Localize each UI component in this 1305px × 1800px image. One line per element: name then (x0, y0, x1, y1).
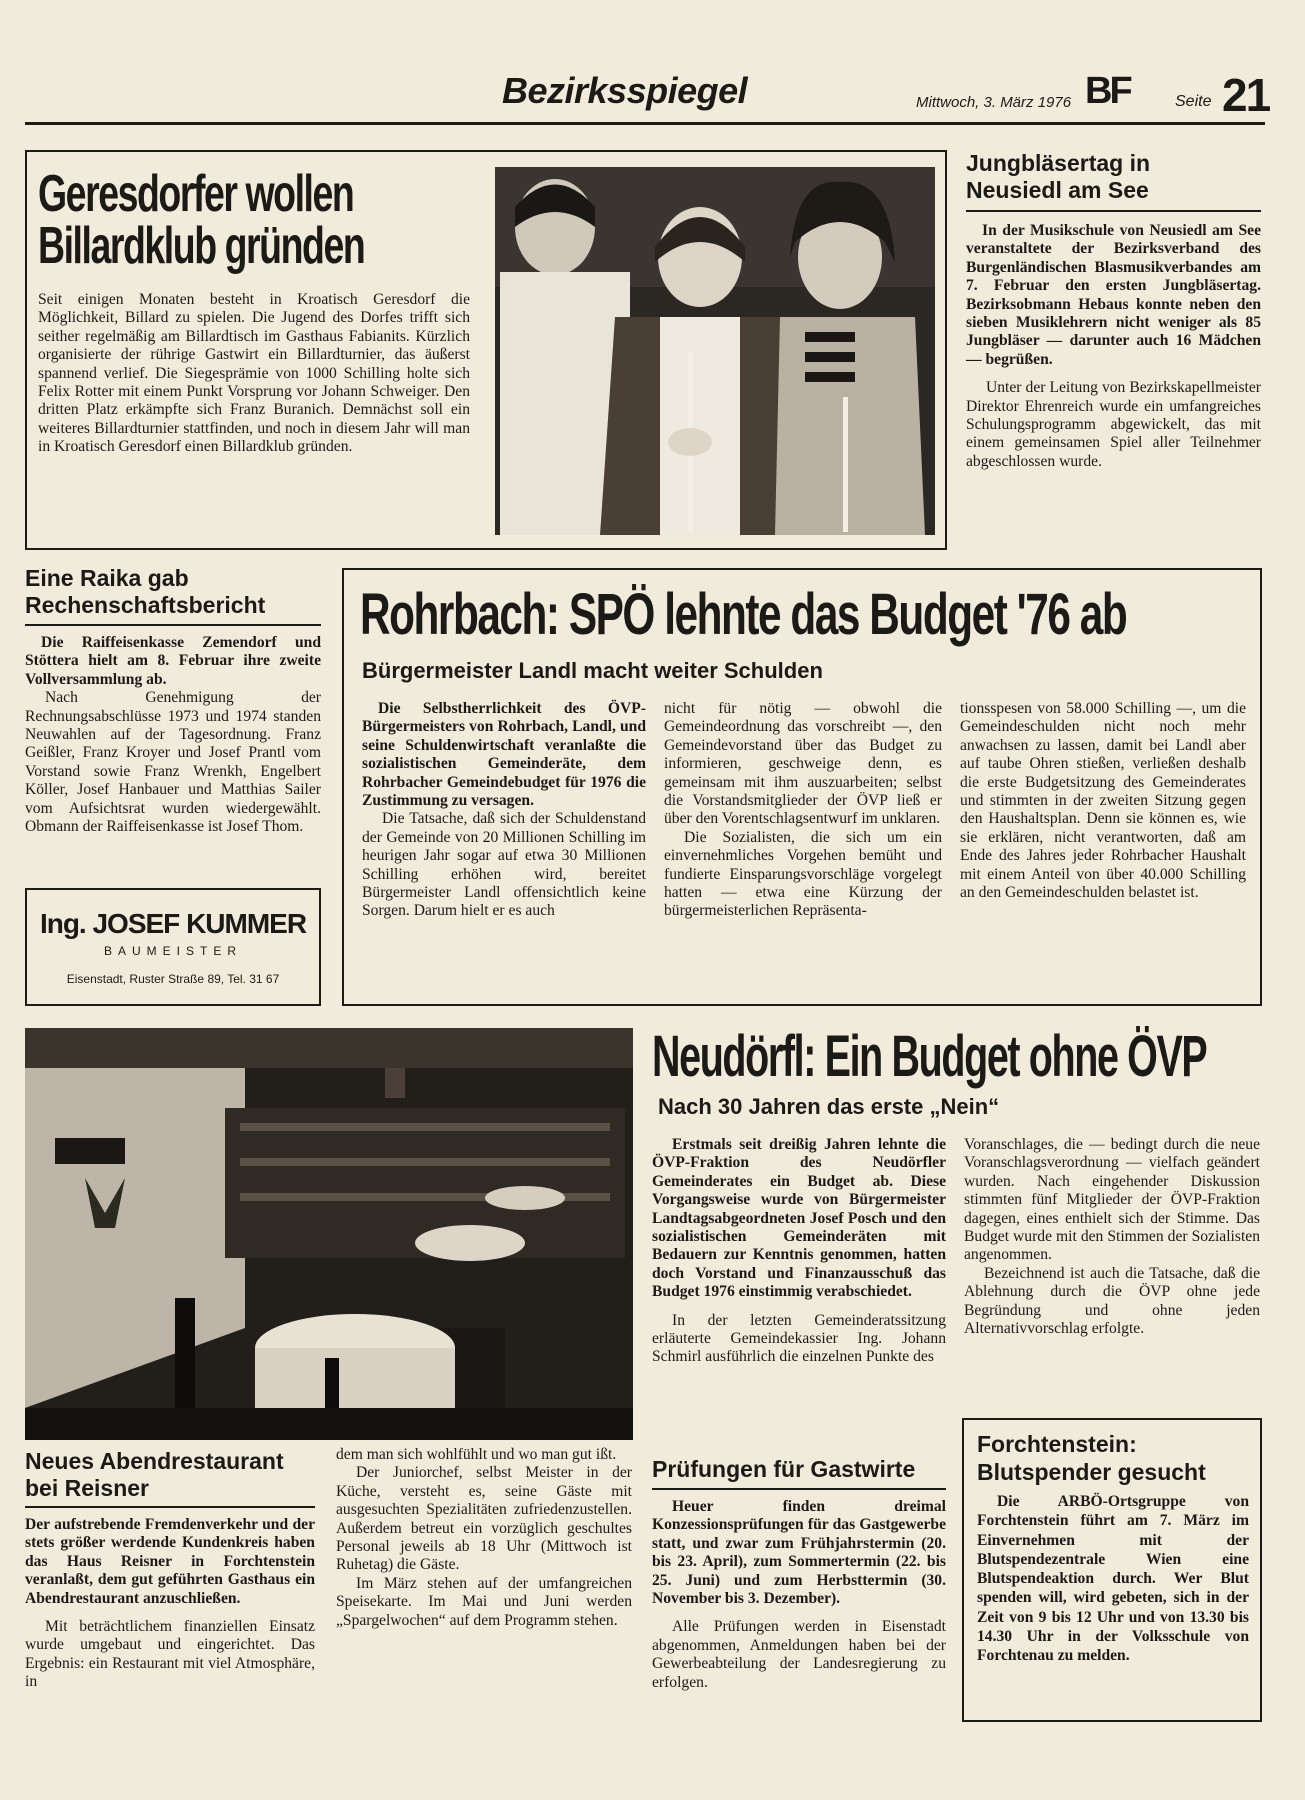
neudoerfl-col2-body2: Bezeichnend ist auch die Tatsache, daß die Ablehnung durch die ÖVP ohne jede Begründung und ohne jeden Alternativvorschlag erfolgte. (964, 1264, 1260, 1338)
publication-logo: BF (1085, 70, 1130, 112)
jungblaeser-headline-line2: Neusiedl am See (966, 177, 1149, 203)
raika-headline-line2: Rechenschaftsbericht (25, 592, 266, 618)
neudoerfl-col1-body: In der letzten Gemeinderatssitzung erläuterte Gemeindekassier Ing. Johann Schmirl ausführlich die einzelnen Punkte des (652, 1311, 946, 1366)
rohrbach-col1-lead: Die Selbstherrlichkeit des ÖVP-Bürgermeisters von Rohrbach, Landl, und seine Schuldenwirtschaft veranlaßte die sozialistischen Gemeinderäte, dem Rohrbacher Gemeindebudget für 1976 die Zustimmung zu versagen. (362, 700, 646, 810)
neudoerfl-col2 (964, 1136, 1260, 1338)
billard-photo (495, 167, 935, 535)
advert-name: Ing. JOSEF KUMMER (39, 908, 307, 939)
raika-body-text: Nach Genehmigung der Rechnungsabschlüsse 1973 und 1974 standen Neuwahlen auf der Tagesordnung. Franz Geißler, Franz Kroyer und Josef Prantl vom Vorstand sowie Franz Wrenkh, Engelbert Köller, Josef Hanbauer und Matthias Sailer vom Aufsichtsrat wurden wiedergewählt. Obmann der Raiffeisenkasse ist Josef Thom. (25, 689, 321, 836)
restaurant-headline-line1: Neues Abendrestaurant (25, 1448, 284, 1474)
neudoerfl-col1-lead: Erstmals seit dreißig Jahren lehnte die ÖVP-Fraktion des Neudörfler Gemeinderates ein Budget ab. Diese Vorgangsweise wurde von Bürgermeister Landtagsabgeordneten Josef Posch und den sozialistischen Gemeinderäten mit Bedauern zur Kenntnis genommen, hatten doch Vorstand und Finanzausschuß das Budget 1976 einstimmig verabschiedet. (652, 1136, 946, 1301)
pruefungen-headline: Prüfungen für Gastwirte (652, 1456, 916, 1482)
restaurant-col2-body2: Der Juniorchef, selbst Meister in der Küche, versteht es, seine Gäste mit ausgesuchten Spezialitäten zufriedenzustellen. Außerdem betreut ein vorzüglich geschultes Personal jeweils ab 18 Uhr (Mittwoch ist Ruhetag) die Gäste. (336, 1464, 632, 1574)
forchtenstein-headline (977, 1430, 1206, 1486)
masthead-rule (25, 122, 1265, 125)
neudoerfl-col2-body1: Voranschlages, die — bedingt durch die neue Voranschlagsverordnung — vielfach geändert wurden. Nach eingehender Diskussion stimmten fünf Mitglieder der ÖVP-Fraktion dagegen, eines enthielt sich der Stimme. Das Budget wurde mit den Stimmen der Sozialisten angenommen. (964, 1136, 1260, 1264)
advert-title: BAUMEISTER (103, 944, 242, 958)
raika-headline (25, 565, 265, 619)
restaurant-headline (25, 1448, 284, 1502)
restaurant-col1 (25, 1516, 315, 1692)
billard-body (38, 291, 470, 457)
raika-lead: Die Raiffeisenkasse Zemendorf und Stöttera hielt am 8. Februar ihre zweite Vollversammlung ab. (25, 634, 321, 688)
pruefungen-body-text: Alle Prüfungen werden in Eisenstadt abgenommen, Anmeldungen haben bei der Gewerbeabteilung der Landesregierung zu erfolgen. (652, 1618, 946, 1691)
pruefungen-body (652, 1498, 946, 1692)
billard-headline-line1: Geresdorfer wollen (38, 165, 354, 223)
restaurant-rule (25, 1506, 315, 1508)
jungblaeser-rule (966, 210, 1261, 212)
rohrbach-headline: Rohrbach: SPÖ lehnte das Budget '76 ab (360, 582, 1127, 647)
restaurant-col2-body3: Im März stehen auf der umfangreichen Speisekarte. Im Mai und Juni werden „Spargelwochen“ auf dem Programm stehen. (336, 1574, 632, 1629)
page-label: Seite (1175, 93, 1212, 110)
advert-address: Eisenstadt, Ruster Straße 89, Tel. 31 67 (66, 972, 280, 986)
page-number: 21 (1222, 69, 1270, 121)
billard-headline-line2: Billardklub gründen (38, 217, 365, 275)
neudoerfl-col1 (652, 1136, 946, 1367)
rohrbach-subhead: Bürgermeister Landl macht weiter Schulden (362, 658, 823, 683)
forchtenstein-headline-line1: Forchtenstein: (977, 1431, 1137, 1457)
restaurant-photo (25, 1028, 633, 1440)
jungblaeser-headline-line1: Jungbläsertag in (966, 150, 1151, 176)
restaurant-col1-lead: Der aufstrebende Fremdenverkehr und der stets größer werdende Kundenkreis haben das Haus Reisner in Forchtenstein veranlaßt, dem gut geführten Gasthaus ein Abendrestaurant anzuschließen. (25, 1516, 315, 1607)
rohrbach-col1-body: Die Tatsache, daß sich der Schuldenstand der Gemeinde von 20 Millionen Schilling im heurigen Jahr sogar auf etwa 30 Millionen Schilling erhöhen wird, bereitet Bürgermeister Landl offensichtlich keine Sorgen. Darum hielt er es auch (362, 810, 646, 920)
rohrbach-col3-body: tionsspesen von 58.000 Schilling —, um die Gemeindeschulden nicht noch mehr anwachsen zu lassen, damit bei Landl aber auf taube Ohren stießen, verließen deshalb die erste Budgetsitzung des Gemeinderates und stimmten in der zweiten Sitzung gegen den Haushaltsplan. Denn sie können es, wie sie erklären, nicht verantworten, daß am Ende des Jahres jeder Rohrbacher Haushalt mit einem Anteil von über 40.000 Schilling an den Gemeindeschulden belastet ist. (960, 700, 1246, 902)
pruefungen-rule (652, 1488, 946, 1490)
issue-date: Mittwoch, 3. März 1976 (916, 94, 1072, 111)
raika-body (25, 634, 321, 836)
billard-body-text: Seit einigen Monaten besteht in Kroatisch Geresdorf die Möglichkeit, Billard zu spielen. Die Jugend des Dorfes trifft sich seither regelmäßig am Billardtisch im Gasthaus Fabianits. Kürzlich organisierte der rührige Gastwirt ein Billardturnier, das äußerst spannend verlief. Die Siegesprämie von 1000 Schilling holte sich Felix Rotter mit einem Punkt Vorsprung vor Johann Schweiger. Den dritten Platz erkämpfte sich Franz Buranich. Demnächst soll ein weiteres Billardturnier stattfinden, und noch in diesem Jahr will man in Kroatisch Geresdorf einen Billardklub gründen. (38, 291, 470, 456)
rohrbach-col1 (362, 700, 646, 921)
kummer-advert (25, 888, 321, 1006)
jungblaeser-body (966, 222, 1261, 471)
jungblaeser-body-text: Unter der Leitung von Bezirkskapellmeister Direktor Ehrenreich wurde ein umfangreiches Schulungsprogramm abgewickelt, das mit einem gemeinsamen Spiel aller Teilnehmer abgeschlossen wurde. (966, 379, 1261, 470)
jungblaeser-lead: In der Musikschule von Neusiedl am See veranstaltete der Bezirksverband des Burgenländischen Blasmusikverbandes am 7. Februar den ersten Jungbläsertag. Bezirksobmann Hebaus konnte neben den sieben Musiklehrern nicht weniger als 85 Jungbläser — darunter auch 16 Mädchen — begrüßen. (966, 222, 1261, 368)
rohrbach-col2-body2: Die Sozialisten, die sich um ein einvernehmliches Vorgehen bemüht und fundierte Einsparungsvorschläge vorgelegt hatten — etwa eine Kürzung der bürgermeisterlichen Repräsenta- (664, 828, 942, 920)
billard-headline (38, 165, 491, 275)
restaurant-col2 (336, 1446, 632, 1630)
section-title: Bezirksspiegel (502, 70, 748, 111)
rohrbach-col2-body1: nicht für nötig — obwohl die Gemeindeordnung das vorschreibt —, den Gemeindevorstand über das Budget zu informieren, geschweige denn, es gemeinsam mit ihm auszuarbeiten; selbst die Vorstandsmitglieder der ÖVP ließ er über den Vorentschlagsentwurf im unklaren. (664, 700, 942, 828)
raika-rule (25, 624, 321, 626)
pruefungen-lead: Heuer finden dreimal Konzessionsprüfungen für das Gastgewerbe statt, und zwar zum Frühjahrstermin (20. bis 23. April), zum Sommertermin (22. bis 25. Juni) und zum Herbsttermin (30. November bis 3. Dezember). (652, 1498, 946, 1608)
raika-headline-line1: Eine Raika gab (25, 565, 189, 591)
restaurant-headline-line2: bei Reisner (25, 1475, 149, 1501)
forchtenstein-headline-line2: Blutspender gesucht (977, 1459, 1206, 1485)
forchtenstein-lead: Die ARBÖ-Ortsgruppe von Forchtenstein führt am 7. März im Einvernehmen mit der Blutspendezentrale Wien eine Blutspendeaktion durch. Wer Blut spenden will, wird gebeten, sich in der Zeit von 9 bis 12 Uhr und von 13.30 bis 14.30 Uhr in der Volksschule von Forchtenau zu melden. (977, 1493, 1249, 1665)
rohrbach-col2 (664, 700, 942, 921)
forchtenstein-body (977, 1492, 1249, 1666)
jungblaeser-headline (966, 150, 1150, 204)
restaurant-col2-body1: dem man sich wohlfühlt und wo man gut ißt. (336, 1446, 617, 1463)
neudoerfl-headline: Neudörfl: Ein Budget ohne ÖVP (652, 1024, 1207, 1089)
rohrbach-col3 (960, 700, 1246, 902)
restaurant-col1-body: Mit beträchtlichem finanziellen Einsatz wurde umgebaut und eingerichtet. Das Ergebnis: ein Restaurant mit viel Atmosphäre, in (25, 1618, 315, 1691)
neudoerfl-subhead: Nach 30 Jahren das erste „Nein“ (658, 1094, 1000, 1119)
